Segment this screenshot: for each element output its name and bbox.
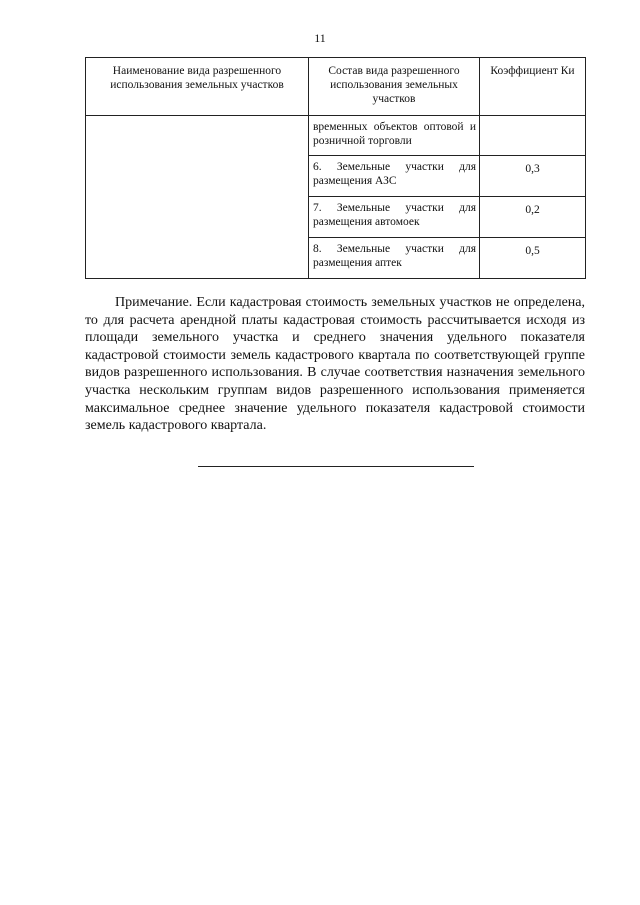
land-use-table: [85, 57, 586, 279]
header-coefficient: Коэффициент Ки: [480, 58, 586, 116]
coefficient-cell: [480, 116, 586, 156]
composition-cell: временных объектов оптовой и розничной торговли: [309, 116, 480, 156]
coefficient-cell: 0,2: [480, 197, 586, 238]
coefficient-cell: 0,5: [480, 238, 586, 279]
table-header-row: [86, 58, 586, 116]
coefficient-cell: 0,3: [480, 156, 586, 197]
header-land-use-composition: Состав вида разрешенного использования земельных участков: [309, 58, 480, 116]
page-number: 11: [314, 31, 326, 45]
header-land-use-name: Наименование вида разрешенного использования земельных участков: [86, 58, 309, 116]
note-paragraph: Примечание. Если кадастровая стоимость земельных участков не определена, то для расчета арендной платы кадастровая стоимость рассчитывается исходя из площади земельного участка и среднего значения удельного показателя кадастровой стоимости земель кадастрового квартала по соответствующей группе видов разрешенного использования. В случае соответствия назначения земельного участка нескольким группам видов разрешенного использования применяется максимальное среднее значение удельного показателя кадастровой стоимости земель кадастрового квартала.: [85, 295, 585, 434]
land-use-name-cell: [86, 116, 309, 279]
closing-divider: [198, 466, 474, 467]
composition-cell: 8. Земельные участки для размещения аптек: [309, 238, 480, 279]
table-row: [86, 116, 586, 156]
composition-cell: 6. Земельные участки для размещения АЗС: [309, 156, 480, 197]
composition-cell: 7. Земельные участки для размещения автомоек: [309, 197, 480, 238]
